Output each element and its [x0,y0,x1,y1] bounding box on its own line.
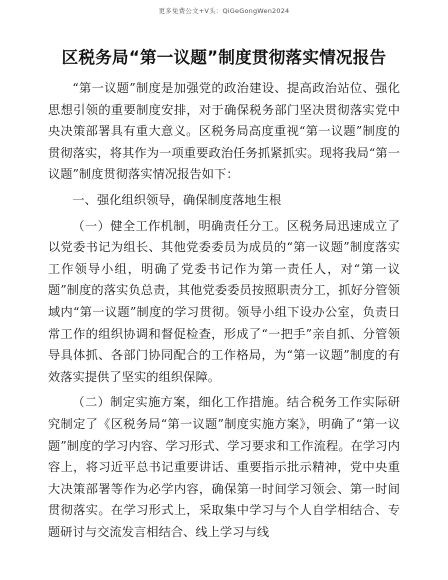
section-heading: 一、强化组织领导，确保制度落地生根 [72,192,282,207]
header-watermark: 更多免费公文+V头：QiGeGongWen2024 [158,7,290,15]
document-title: 区税务局“第一议题”制度贯彻落实情况报告 [61,48,387,67]
section-paragraph: （一）健全工作机制，明确责任分工。区税务局迅速成立了以党委书记为组长、其他党委委员为成员的“第一议题”制度落实工作领导小组，明确了党委书记作为第一责任人，对“第一议题”制度的落实负总责，其他党委委员按照职责分工，抓好分管领域内“第一议题”制度的学习贯彻。领导小组下设办公室，负责日常工作的组织协调和督促检查，形成了“一把手”亲自抓、分管领导具体抓、各部门协同配合的工作格局，为“第一议题”制度的有效落实提供了坚实的组织保障。 [48,218,400,384]
intro-paragraph: “第一议题”制度是加强党的政治建设、提高政治站位、强化思想引领的重要制度安排，对于确保税务部门坚决贯彻落实党中央决策部署具有重大意义。区税务局高度重视“第一议题”制度的贯彻落实，将其作为一项重要政治任务抓紧抓实。现将我局“第一议题”制度贯彻落实情况报告如下： [48,81,400,182]
document-body [48,78,400,543]
section-paragraph: （二）制定实施方案，细化工作措施。结合税务工作实际研究制定了《区税务局“第一议题”制度实施方案》，明确了“第一议题”制度的学习内容、学习形式、学习要求和工作流程。在学习内容上，将习近平总书记重要讲话、重要指示批示精神，党中央重大决策部署等作为必学内容，确保第一时间学习领会、第一时间贯彻落实。在学习形式上，采取集中学习与个人自学相结合、专题研讨与交流发言相结合、线上学习与线 [48,395,400,539]
